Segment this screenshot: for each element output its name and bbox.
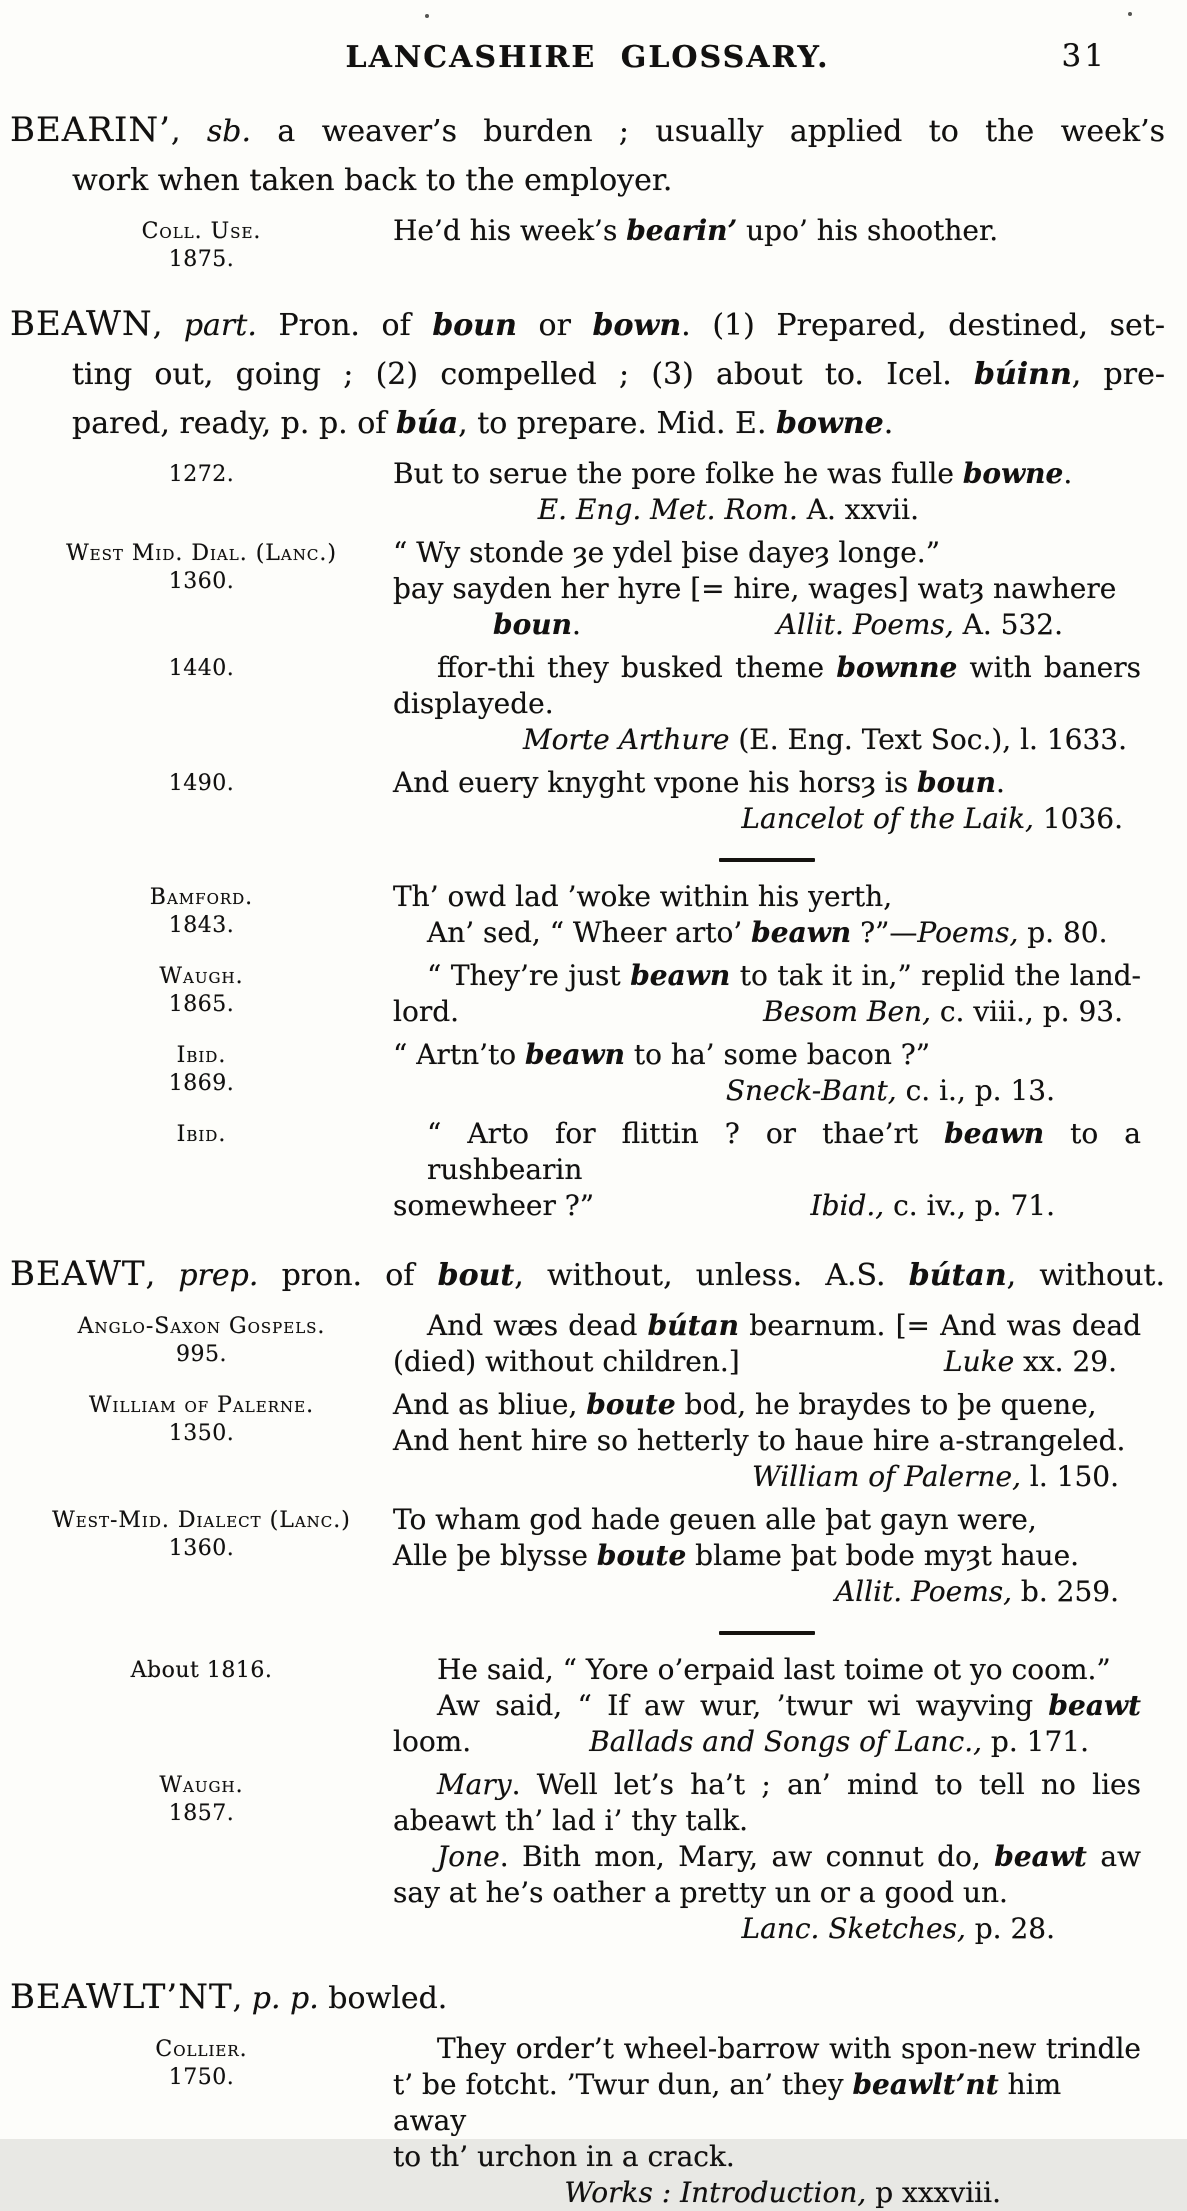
text-run: or	[516, 308, 593, 343]
quote-line	[393, 1116, 1141, 1188]
quote-line	[10, 1973, 1165, 2023]
citation-label	[10, 1387, 393, 1448]
citation-row	[10, 1387, 1165, 1495]
text-run: Allit. Poems,	[776, 608, 954, 641]
text-run: c. iv., p. 71.	[884, 1189, 1055, 1222]
text-run: “ Arto for flittin ? or thae’rt	[427, 1117, 945, 1150]
text-run: Jone	[437, 1840, 500, 1873]
quote-line	[393, 2067, 1141, 2139]
dialect-word: beawn	[944, 1117, 1045, 1150]
quote-text	[393, 1188, 594, 1224]
citation-row	[10, 213, 1165, 274]
citation-row	[10, 535, 1165, 643]
glossary-entry	[10, 1973, 1165, 2211]
text-run: They order’t wheel-barrow with spon-new trindle	[437, 2032, 1141, 2065]
citation-source-line	[393, 722, 1141, 758]
text-run: And as bliue,	[393, 1388, 587, 1421]
text-run: , pre-	[1071, 357, 1165, 392]
source-date: 1875.	[168, 247, 235, 272]
text-run: Poems,	[917, 916, 1019, 949]
quote-line	[393, 1875, 1141, 1911]
text-run: Luke	[944, 1345, 1015, 1378]
quote-line	[393, 1767, 1141, 1803]
text-run: . Well let’s ha’t ; an’ mind to tell no lies	[511, 1768, 1141, 1801]
text-run: .	[1063, 457, 1073, 490]
text-run: Mary	[437, 1768, 512, 1801]
citation-source-line	[393, 1911, 1141, 1947]
dialect-word: beawn	[751, 916, 852, 949]
quote-line	[393, 2031, 1141, 2067]
text-run: Th’ owd lad ’woke within his yerth,	[393, 880, 893, 913]
text-run: , to prepare. Mid. E.	[458, 406, 777, 441]
quote-line	[10, 300, 1165, 350]
source-date: 1272.	[168, 462, 235, 487]
quote-line	[393, 607, 1141, 643]
quote-text	[493, 607, 581, 643]
dialect-word: beawn	[525, 1038, 626, 1071]
text-run: , without, unless. A.S.	[514, 1258, 909, 1293]
quote-line	[393, 1688, 1141, 1724]
text-run: abeawt th’ lad i’ thy talk.	[393, 1804, 749, 1837]
citation-label	[10, 650, 393, 683]
text-run: He said, “ Yore o’erpaid last toime ot yo coom.”	[437, 1653, 1111, 1686]
citation-source-line	[393, 801, 1141, 837]
text-run: And wæs dead	[427, 1309, 648, 1342]
dialect-word: beawt	[1048, 1689, 1141, 1722]
citation-row	[10, 1767, 1165, 1947]
quote-line	[10, 399, 1165, 448]
source-label: Anglo-Saxon Gospels.	[77, 1314, 326, 1339]
text-run: pared, ready, p. p. of	[72, 406, 396, 441]
quote-line	[10, 1250, 1165, 1300]
quote-line	[10, 156, 1165, 205]
quote-line	[393, 1803, 1141, 1839]
citation-label	[10, 844, 393, 849]
quote-line	[393, 1037, 1141, 1073]
citation-label	[10, 879, 393, 940]
source-label: Waugh.	[159, 964, 244, 989]
quote-line	[393, 1387, 1141, 1423]
text-run: p. p.	[251, 1981, 319, 2016]
text-run: .	[883, 406, 894, 441]
citation-source	[777, 607, 1063, 643]
text-run: Allit. Poems,	[834, 1575, 1013, 1608]
text-run: part.	[183, 308, 257, 343]
text-run: p. 28.	[965, 1912, 1055, 1945]
text-run: “ They’re just	[427, 959, 631, 992]
text-run: t’ be fotcht. ’Twur dun, an’ they	[393, 2068, 853, 2101]
citation-source	[589, 1724, 1089, 1760]
text-run: 1036.	[1033, 802, 1123, 835]
text-run: Works : Introduction,	[564, 2176, 867, 2209]
text-run: Sneck-Bant,	[725, 1074, 897, 1107]
dialect-word: boun	[432, 308, 517, 343]
citation-source-line	[393, 1073, 1141, 1109]
page-title: LANCASHIRE GLOSSARY.	[345, 40, 830, 75]
text-run: l. 150.	[1021, 1460, 1119, 1493]
text-run: to th’ urchon in a crack.	[393, 2140, 735, 2173]
text-run: p xxxviii.	[866, 2176, 1001, 2209]
source-date: 1360.	[168, 1536, 235, 1561]
quote-line	[393, 879, 1141, 915]
source-date: 1350.	[168, 1421, 235, 1446]
dialect-word: búa	[395, 406, 459, 441]
text-run: BEARIN’	[10, 110, 171, 150]
quote-line	[393, 535, 1141, 571]
quote-line	[393, 571, 1141, 607]
entry-headline	[10, 1250, 1165, 1300]
text-run: sb.	[206, 114, 252, 149]
section-divider-row	[10, 844, 1165, 872]
divider-cell	[393, 844, 1165, 872]
source-label: Ibid.	[176, 1043, 227, 1068]
text-run: to ha’ some bacon ?”	[625, 1038, 931, 1071]
dialect-word: bearin’	[626, 214, 738, 247]
dialect-word: boute	[596, 1539, 687, 1572]
text-run: An’ sed, “ Wheer arto’	[427, 916, 752, 949]
source-date: 1857.	[168, 1801, 235, 1826]
text-run: pron. of	[258, 1258, 438, 1293]
text-run: ?”—	[851, 916, 918, 949]
citation-quote	[393, 1037, 1165, 1109]
text-run: to a rushbearin	[427, 1117, 1141, 1186]
citation-quote	[393, 765, 1165, 837]
quote-line	[393, 1344, 1141, 1380]
quote-line	[393, 994, 1141, 1030]
source-label: West-Mid. Dialect (Lanc.)	[52, 1508, 351, 1533]
citation-label	[10, 1037, 393, 1098]
citation-label	[10, 535, 393, 596]
glossary-entry	[10, 106, 1165, 274]
text-run: BEAWN	[10, 304, 153, 344]
quote-line	[393, 2139, 1141, 2175]
text-run: To wham god hade geuen alle þat gayn were,	[393, 1503, 1037, 1536]
text-run: aw	[1086, 1840, 1142, 1873]
quote-line	[393, 1423, 1141, 1459]
entry-headline	[10, 1973, 1165, 2023]
citation-label	[10, 1308, 393, 1369]
text-run: A. xxvii.	[797, 493, 919, 526]
source-label: Coll. Use.	[141, 219, 262, 244]
quote-line	[393, 213, 1141, 249]
citation-quote	[393, 879, 1165, 951]
citation-quote	[393, 2031, 1165, 2211]
citation-label	[10, 765, 393, 798]
text-run: A. 532.	[953, 608, 1063, 641]
dialect-word: bout	[437, 1258, 515, 1293]
citation-source	[944, 1344, 1117, 1380]
text-run: xx. 29.	[1014, 1345, 1117, 1378]
quote-text	[393, 1344, 740, 1380]
citation-label	[10, 213, 393, 274]
text-run: . (1) Prepared, destined, set-	[681, 308, 1166, 343]
text-run: Besom Ben,	[763, 995, 931, 1028]
citation-quote	[393, 1767, 1165, 1947]
citation-label	[10, 1767, 393, 1828]
text-run: bowled.	[318, 1981, 448, 2016]
quote-line	[393, 686, 1141, 722]
quote-line	[393, 1724, 1141, 1760]
citation-row	[10, 1652, 1165, 1760]
citation-quote	[393, 1387, 1165, 1495]
text-run: prep.	[178, 1258, 259, 1293]
source-date: 1750.	[168, 2065, 235, 2090]
dialect-word: búinn	[973, 357, 1072, 392]
text-run: William of Palerne,	[751, 1460, 1021, 1493]
dialect-word: bowne	[776, 406, 884, 441]
citation-source-line	[393, 1459, 1141, 1495]
text-run: b. 259.	[1012, 1575, 1119, 1608]
text-run: But to serue the pore folke he was fulle	[393, 457, 963, 490]
text-run: BEAWLT’NT	[10, 1977, 233, 2017]
citation-quote	[393, 1308, 1165, 1380]
entry-headline	[10, 300, 1165, 448]
source-date: 1865.	[168, 992, 235, 1017]
text-run: to tak it in,” replid the land-	[730, 959, 1141, 992]
citation-quote	[393, 1652, 1165, 1760]
quote-line	[393, 958, 1141, 994]
text-run: c. i., p. 13.	[896, 1074, 1055, 1107]
source-label: Collier.	[155, 2037, 248, 2062]
scan-speck	[1128, 12, 1132, 16]
dialect-word: boute	[586, 1388, 676, 1421]
text-run: Morte Arthure	[522, 723, 730, 756]
text-run: .	[571, 608, 581, 641]
dialect-word: beawlt’nt	[852, 2068, 999, 2101]
text-run: say at he’s oather a pretty un or a good un.	[393, 1876, 1008, 1909]
text-run: lord.	[393, 995, 460, 1028]
source-label: Ibid.	[176, 1122, 227, 1147]
dialect-word: boun	[493, 608, 572, 641]
dialect-word: beawn	[630, 959, 731, 992]
text-run: Pron. of	[256, 308, 433, 343]
source-label: West Mid. Dial. (Lanc.)	[66, 541, 337, 566]
citation-row	[10, 879, 1165, 951]
text-run: ,	[232, 1981, 252, 2016]
section-divider-row	[10, 1617, 1165, 1645]
quote-text	[393, 994, 459, 1030]
dialect-word: bowne	[962, 457, 1064, 490]
text-run: bod, he braydes to þe quene,	[675, 1388, 1097, 1421]
glossary-entry	[10, 300, 1165, 1224]
text-run: upo’ his shoother.	[737, 214, 999, 247]
source-label: William of Palerne.	[88, 1393, 315, 1418]
quote-line	[393, 1188, 1141, 1224]
text-run: loom.	[393, 1725, 472, 1758]
text-run: somewheer ?”	[393, 1189, 595, 1222]
quote-line	[393, 1652, 1141, 1688]
text-run: ,	[170, 114, 207, 149]
text-run: Alle þe blysse	[393, 1539, 597, 1572]
text-run: BEAWT	[10, 1254, 146, 1294]
citation-label	[10, 958, 393, 1019]
citation-label	[10, 2031, 393, 2092]
quote-line	[393, 1839, 1141, 1875]
text-run: And hent hire so hetterly to haue hire a-strangeled.	[393, 1424, 1126, 1457]
text-run: Lanc. Sketches,	[741, 1912, 966, 1945]
citation-row	[10, 1308, 1165, 1380]
citation-row	[10, 765, 1165, 837]
citation-label	[10, 1116, 393, 1149]
text-run: Ibid.,	[810, 1189, 885, 1222]
quote-line	[393, 1308, 1141, 1344]
text-run: (died) without children.]	[393, 1345, 740, 1378]
quote-line	[393, 915, 1141, 951]
citation-row	[10, 456, 1165, 528]
text-run: Ballads and Songs of Lanc.,	[589, 1725, 983, 1758]
glossary-entry	[10, 1250, 1165, 1947]
quote-line	[393, 456, 1141, 492]
citation-label	[10, 1617, 393, 1622]
source-label: Bamford.	[149, 885, 254, 910]
quote-line	[393, 1538, 1141, 1574]
text-run: a weaver’s burden ; usually applied to the week’s	[251, 114, 1165, 149]
dialect-word: bownne	[836, 651, 958, 684]
entry-headline	[10, 106, 1165, 205]
text-run: . Bith mon, Mary, aw connut do,	[499, 1840, 995, 1873]
citation-source	[811, 1188, 1055, 1224]
text-run: him away	[393, 2068, 1062, 2137]
text-run: c. viii., p. 93.	[930, 995, 1123, 1028]
scan-speck	[425, 14, 429, 18]
dialect-word: bown	[592, 308, 682, 343]
dialect-word: bútan	[647, 1309, 740, 1342]
text-run: p. 80.	[1018, 916, 1108, 949]
citation-row	[10, 1502, 1165, 1610]
citation-label	[10, 456, 393, 489]
text-run: work when taken back to the employer.	[72, 163, 673, 198]
text-run: “ Wy stonde ȝe ydel þise dayeȝ longe.”	[393, 536, 941, 569]
quote-text	[393, 1724, 471, 1760]
citation-source-line	[393, 492, 1141, 528]
divider-rule	[719, 858, 815, 862]
dialect-word: bútan	[908, 1258, 1007, 1293]
quote-line	[10, 350, 1165, 399]
divider-cell	[393, 1617, 1165, 1645]
text-run: (E. Eng. Text Soc.), l. 1633.	[729, 723, 1127, 756]
citation-row	[10, 2031, 1165, 2211]
source-date: 1869.	[168, 1071, 235, 1096]
citation-row	[10, 958, 1165, 1030]
citation-quote	[393, 213, 1165, 249]
citation-quote	[393, 1116, 1165, 1224]
text-run: bearnum. [= And was dead	[739, 1309, 1141, 1342]
text-run: And euery knyght vpone his horsȝ is	[393, 766, 918, 799]
citation-label	[10, 1502, 393, 1563]
citation-source-line	[393, 2175, 1141, 2211]
source-label: Waugh.	[159, 1773, 244, 1798]
text-run: displayede.	[393, 687, 554, 720]
text-run: He’d his week’s	[393, 214, 627, 247]
divider-rule	[719, 1631, 815, 1635]
citation-source	[763, 994, 1123, 1030]
text-run: ,	[145, 1258, 179, 1293]
page-header	[10, 36, 1165, 80]
citation-row	[10, 650, 1165, 758]
source-date: 1360.	[168, 569, 235, 594]
text-run: þay sayden her hyre [= hire, wages] watȝ nawhere	[393, 572, 1117, 605]
entries-container	[10, 106, 1165, 2211]
text-run: p. 171.	[982, 1725, 1089, 1758]
citation-quote	[393, 1502, 1165, 1610]
quote-line	[393, 765, 1141, 801]
source-date: 1440.	[168, 656, 235, 681]
dialect-word: beawt	[994, 1840, 1087, 1873]
source-date: 1843.	[168, 913, 235, 938]
text-run: “ Artn’to	[393, 1038, 526, 1071]
citation-quote	[393, 535, 1165, 643]
dialect-word: boun	[917, 766, 996, 799]
text-run: , without.	[1006, 1258, 1165, 1293]
citation-quote	[393, 650, 1165, 758]
quote-line	[393, 1502, 1141, 1538]
source-date: About 1816.	[130, 1658, 273, 1683]
text-run: Aw said, “ If aw wur, ’twur wi wayving	[437, 1689, 1049, 1722]
page-number: 31	[1061, 38, 1107, 74]
text-run: Lancelot of the Laik,	[741, 802, 1034, 835]
text-run: ting out, going ; (2) compelled ; (3) about to. Icel.	[72, 357, 974, 392]
text-run: with baners	[957, 651, 1141, 684]
text-run: blame þat bode myȝt haue.	[686, 1539, 1080, 1572]
citation-row	[10, 1037, 1165, 1109]
quote-line	[393, 650, 1141, 686]
citation-source-line	[393, 1574, 1141, 1610]
text-run: ffor-thi they busked theme	[437, 651, 837, 684]
text-run: ,	[152, 308, 184, 343]
source-date: 1490.	[168, 771, 235, 796]
citation-quote	[393, 456, 1165, 528]
text-run: E. Eng. Met. Rom.	[537, 493, 798, 526]
quote-line	[10, 106, 1165, 156]
source-date: 995.	[176, 1342, 227, 1367]
citation-label	[10, 1652, 393, 1685]
citation-row	[10, 1116, 1165, 1224]
text-run: .	[995, 766, 1005, 799]
citation-quote	[393, 958, 1165, 1030]
